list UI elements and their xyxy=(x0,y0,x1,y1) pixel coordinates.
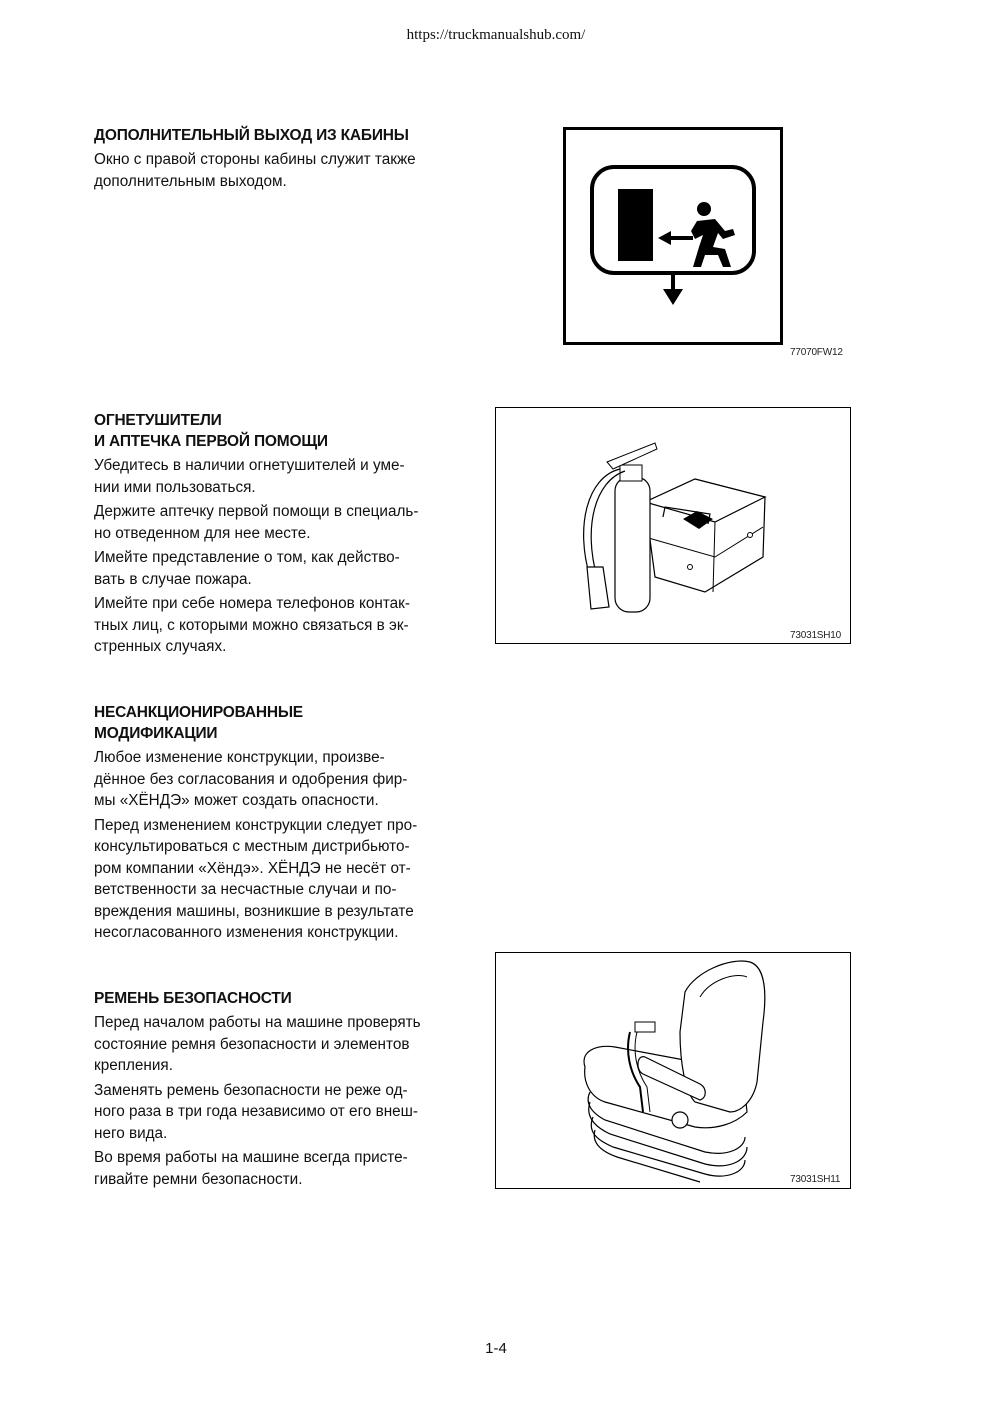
paragraph xyxy=(94,593,454,658)
section-fire-extinguishers xyxy=(94,410,454,661)
text-line: тных лиц, с которыми можно связаться в эк- xyxy=(94,616,409,634)
paragraph xyxy=(94,501,454,544)
seat-belt-icon xyxy=(495,952,852,1190)
text-line: вать в случае пожара. xyxy=(94,570,252,588)
text-line: дённое без согласования и одобрения фир- xyxy=(94,770,408,788)
text-line: Перед началом работы на машине проверять xyxy=(94,1014,421,1031)
text-line: Имейте представление о том, как действо- xyxy=(94,549,400,566)
text-line: Убедитесь в наличии огнетушителей и уме- xyxy=(94,457,405,474)
header-url: https://truckmanualshub.com/ xyxy=(406,27,586,43)
text-line: ветственности за несчастные случаи и по- xyxy=(94,881,397,898)
seat-figure xyxy=(495,952,852,1190)
section-seat-belt xyxy=(94,988,454,1193)
section-heading xyxy=(94,988,454,1009)
heading-line: ДОПОЛНИТЕЛЬНЫЙ ВЫХОД ИЗ КАБИНЫ xyxy=(94,127,409,144)
text-line: состояние ремня безопасности и элементов xyxy=(94,1035,410,1053)
section-unauthorized-modifications xyxy=(94,702,454,947)
text-line: Любое изменение конструкции, произве- xyxy=(94,749,385,766)
page-number: 1-4 xyxy=(485,1340,507,1357)
section-emergency-exit xyxy=(94,125,454,195)
figure-code: 73031SH11 xyxy=(790,1174,841,1185)
text-line: нии ими пользоваться. xyxy=(94,478,256,496)
heading-line: НЕСАНКЦИОНИРОВАННЫЕ xyxy=(94,704,303,721)
extinguisher-and-first-aid-icon xyxy=(495,407,852,645)
text-line: ром компании «Хёндэ». ХЁНДЭ не несёт от- xyxy=(94,859,411,877)
text-line: ного раза в три года независимо от его внеш- xyxy=(94,1103,419,1120)
heading-line: РЕМЕНЬ БЕЗОПАСНОСТИ xyxy=(94,990,292,1007)
text-line: стренных случаях. xyxy=(94,638,227,655)
text-line: несогласованного изменения конструкции. xyxy=(94,924,399,941)
paragraph xyxy=(94,455,454,498)
paragraph xyxy=(94,149,454,192)
text-line: крепления. xyxy=(94,1057,173,1074)
text-line: Имейте при себе номера телефонов контак- xyxy=(94,595,410,612)
text-line: мы «ХЁНДЭ» может создать опасности. xyxy=(94,792,379,809)
text-line: гивайте ремни безопасности. xyxy=(94,1170,303,1188)
text-line: Во время работы на машине всегда присте- xyxy=(94,1149,408,1166)
text-line: консультироваться с местным дистрибьюто- xyxy=(94,838,410,855)
paragraph xyxy=(94,1012,454,1077)
emergency-exit-sign-icon xyxy=(563,127,783,345)
text-line: Заменять ремень безопасности не реже од- xyxy=(94,1081,408,1099)
section-heading xyxy=(94,410,454,452)
paragraph xyxy=(94,1147,454,1190)
section-heading xyxy=(94,125,454,146)
emergency-exit-figure xyxy=(563,127,783,345)
figure-code: 77070FW12 xyxy=(790,347,843,358)
text-line: Держите аптечку первой помощи в специаль- xyxy=(94,503,419,520)
text-line: дополнительным выходом. xyxy=(94,172,287,190)
heading-line: МОДИФИКАЦИИ xyxy=(94,725,218,742)
section-heading xyxy=(94,702,454,744)
paragraph xyxy=(94,1080,454,1145)
paragraph xyxy=(94,547,454,590)
paragraph xyxy=(94,747,454,812)
text-line: него вида. xyxy=(94,1124,168,1142)
paragraph xyxy=(94,815,454,944)
text-line: Окно с правой стороны кабины служит также xyxy=(94,151,416,168)
extinguisher-figure xyxy=(495,407,852,645)
heading-line: И АПТЕЧКА ПЕРВОЙ ПОМОЩИ xyxy=(94,433,328,450)
heading-line: ОГНЕТУШИТЕЛИ xyxy=(94,412,222,429)
figure-code: 73031SH10 xyxy=(790,630,842,641)
text-line: вреждения машины, возникшие в результате xyxy=(94,902,414,920)
text-line: но отведенном для нее месте. xyxy=(94,524,311,542)
text-line: Перед изменением конструкции следует про- xyxy=(94,816,418,834)
